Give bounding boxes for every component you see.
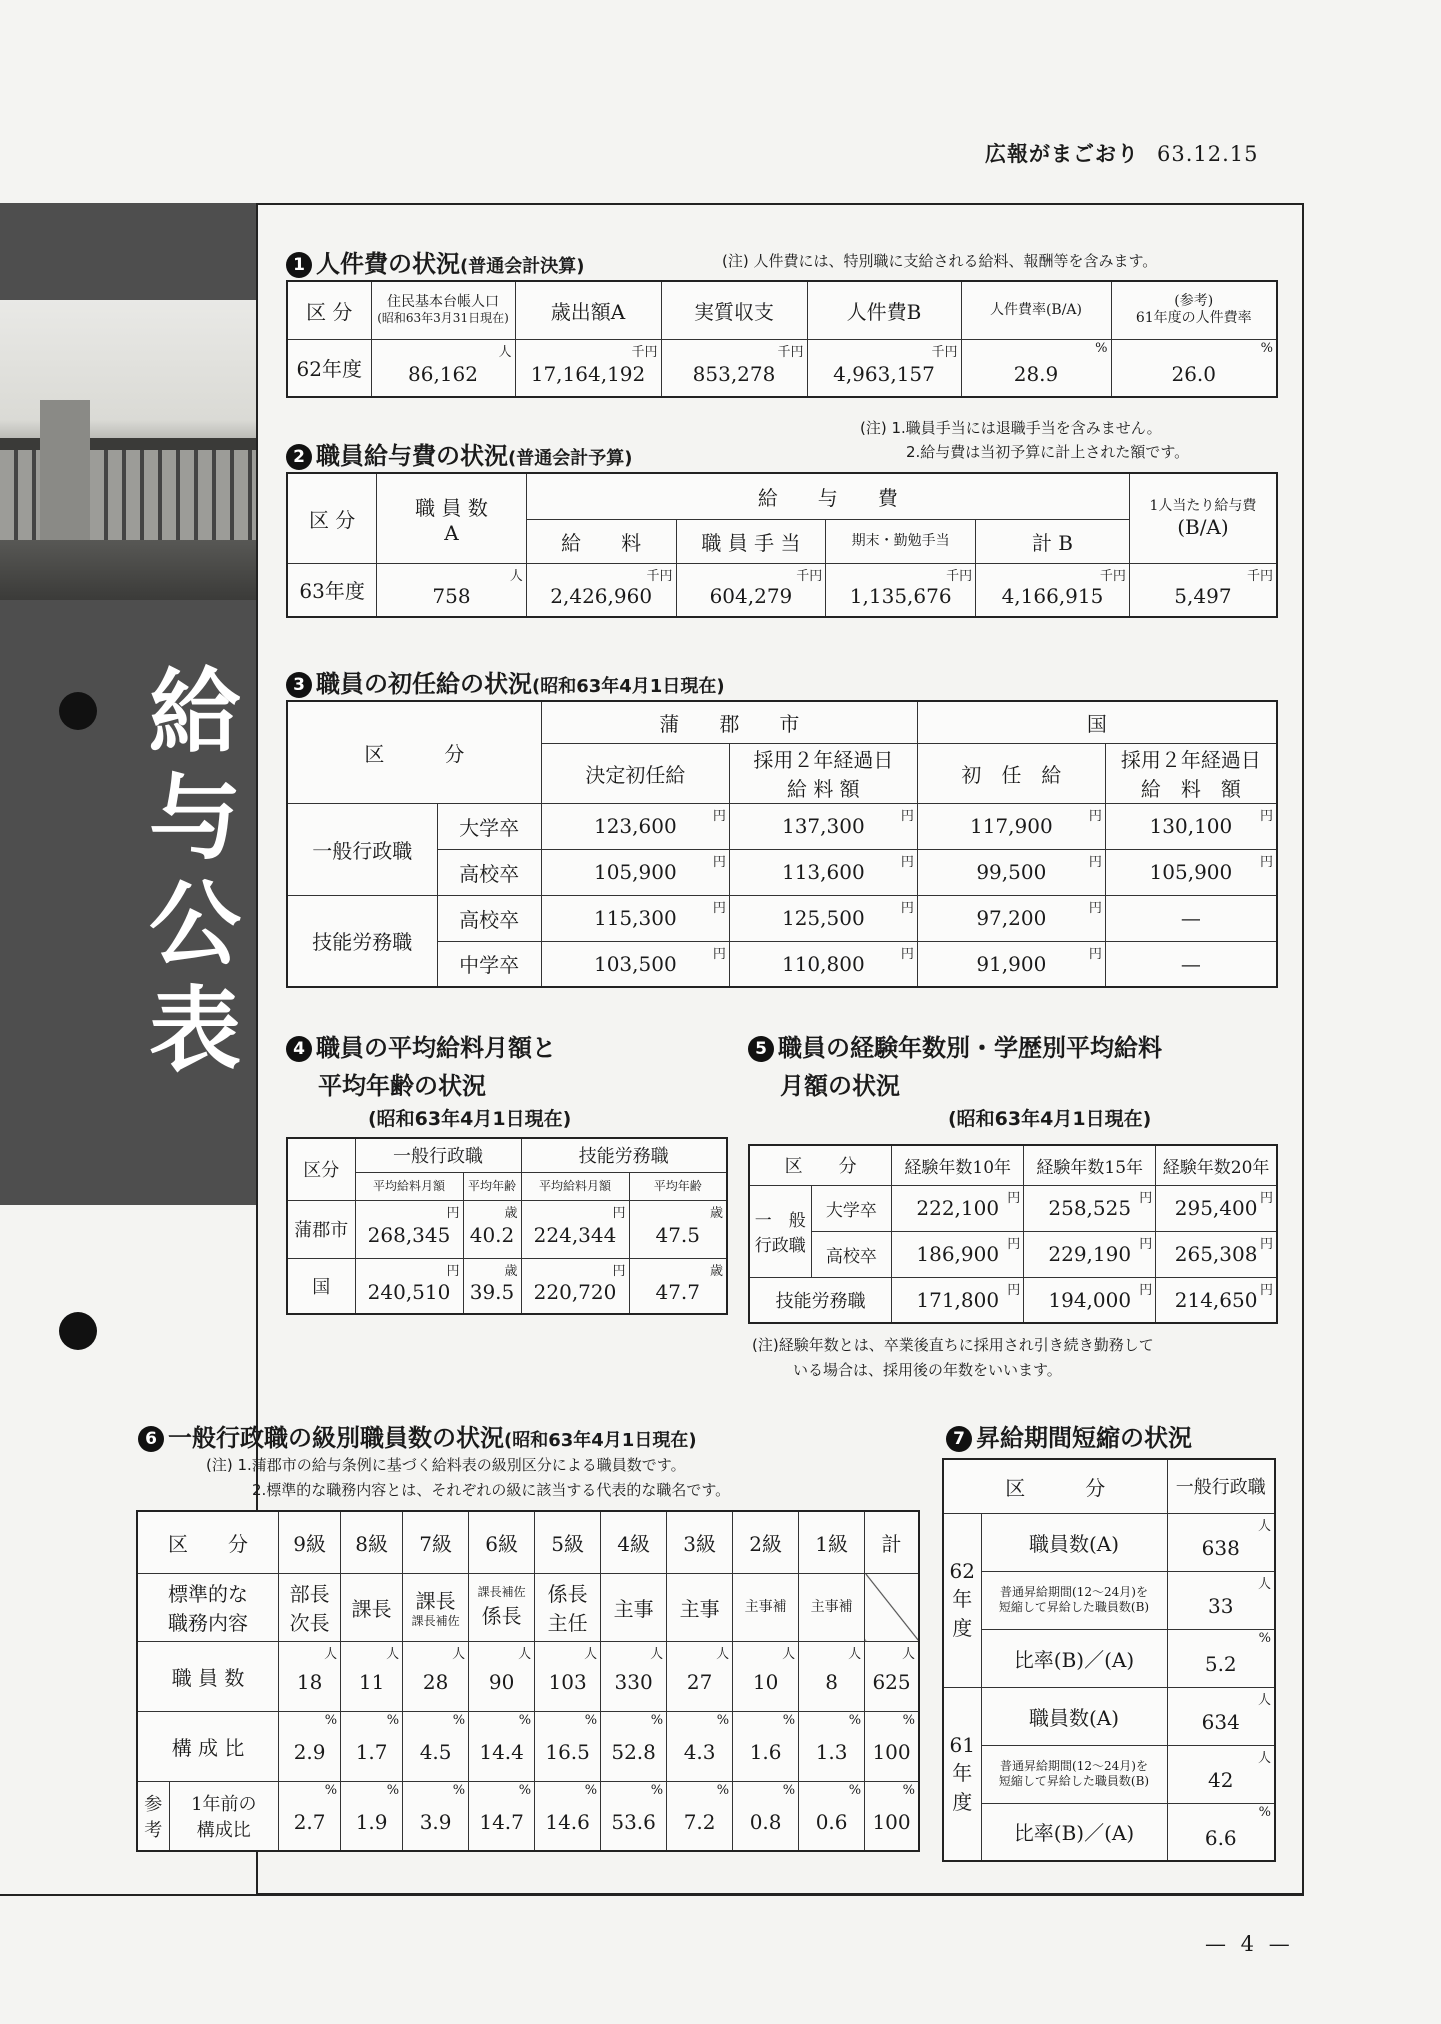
publication-name: 広報がまごおり — [985, 142, 1139, 166]
table-row: 職 員 数 人 18 人 11 人 28 人 90 人 103 人 330 人 27 人 10 人 8 人 625 — [137, 1641, 919, 1711]
table-row: 構 成 比 % 2.9 % 1.7 % 4.5 % 14.4 % 16.5 % 52.8 % 4.3 % 1.6 % 1.3 % 100 — [137, 1711, 919, 1781]
section-4-title-line2: 平均年齢の状況 — [318, 1072, 486, 1100]
table-row: 62 年 度 職員数(A) 人 638 — [943, 1513, 1275, 1571]
section-5-title-line2: 月額の状況 — [780, 1072, 900, 1100]
table-row: 蒲郡市 円 268,345 歳 40.2 円 224,344 歳 47.5 — [287, 1200, 727, 1258]
table-row: 63年度 人 758 千円 2,426,960 千円 604,279 千円 1,135,676 千円 4,166,915 千円 5,497 — [287, 563, 1277, 617]
page-header — [985, 138, 1259, 168]
table-row: 技能労務職 高校卒 円 115,300 円 125,500 円 97,200 — — [287, 895, 1277, 941]
section-2-note: (注) 1.職員手当には退職手当を含みません。 — [860, 419, 1162, 437]
table-row: 61 年 度 職員数(A) 人 634 — [943, 1687, 1275, 1745]
grade-staff-table: 区 分 9級 8級 7級 6級 5級 4級 3級 2級 1級 計 標準的な 職務内容 部長 次長 課長 課長 課長補佐 課長補佐 係長 係長 主任 主事 主事 主事補 主事補 職 員 数 人 18 人 11 人 28 人 90 人 103 人 330 人 27 人 10 人 8 人 625 構 成 比 % 2.9 % 1.7 % 4.5 % 14.4 % 16.5 % 52.8 % 4.3 % 1.6 % 1.3 % 100 参 考 1年前の 構成比 % 2.7 % 1.9 % 3.9 % 14.7 % 14.6 % 53.6 % 7.2 % 0.8 % 0.6 % 100 — [136, 1510, 920, 1852]
table-row: 普通昇給期間(12〜24月)を 短縮して昇給した職員数(B) 人 33 — [943, 1571, 1275, 1629]
table-row: 技能労務職 円 171,800 円 194,000 円 214,650 — [749, 1277, 1277, 1323]
bottom-rule — [0, 1894, 1304, 1896]
section-5-note: (注)経験年数とは、卒業後直ちに採用され引き続き勤務して — [752, 1336, 1154, 1354]
section-1-note: (注) 人件費には、特別職に支給される給料、報酬等を含みます。 — [722, 252, 1158, 270]
table-row: 高校卒 円 186,900 円 229,190 円 265,308 — [749, 1231, 1277, 1277]
section-5-title: 5 職員の経験年数別・学歴別平均給料 — [748, 1028, 1162, 1063]
section-4-title: 4 職員の平均給料月額と — [286, 1028, 556, 1063]
diagonal-cell — [865, 1573, 919, 1641]
table-row: 比率(B)／(A) % 6.6 — [943, 1803, 1275, 1861]
table-row: 国 円 240,510 歳 39.5 円 220,720 歳 47.7 — [287, 1258, 727, 1314]
personnel-cost-table: 区 分 住民基本台帳人口 (昭和63年3月31日現在) 歳出額A 実質収支 人件費B 人件費率(B/A) (参考) 61年度の人件費率 62年度 人 86,162 千円 17,164,192 千円 853,278 千円 4,963,157 % 28.9 % 26.0 — [286, 280, 1278, 398]
section-6-title: 6 一般行政職の級別職員数の状況(昭和63年4月1日現在) — [138, 1418, 697, 1453]
experience-salary-table: 区 分 経験年数10年 経験年数15年 経験年数20年 一 般 行政職 大学卒 円 222,100 円 258,525 円 295,400 高校卒 円 186,900 円 229,190 円 265,308 技能労務職 円 171,800 円 194,000 円 214,650 — [748, 1144, 1278, 1324]
section-6-note: 2.標準的な職務内容とは、それぞれの級に該当する代表的な職名です。 — [252, 1481, 731, 1499]
section-1-title: 1 人件費の状況(普通会計決算) — [286, 244, 584, 279]
table-row: 一般行政職 大学卒 円 123,600 円 137,300 円 117,900 円 130,100 — [287, 803, 1277, 849]
section-5-date: (昭和63年4月1日現在) — [948, 1108, 1152, 1130]
section-7-title: 7 昇給期間短縮の状況 — [946, 1418, 1192, 1453]
section-5-note: いる場合は、採用後の年数をいいます。 — [793, 1361, 1062, 1379]
table-row: 普通昇給期間(12〜24月)を 短縮して昇給した職員数(B) 人 42 — [943, 1745, 1275, 1803]
city-hall-photo — [0, 300, 256, 600]
promotion-shortening-table: 区 分 一般行政職 62 年 度 職員数(A) 人 638 普通昇給期間(12〜24月)を 短縮して昇給した職員数(B) 人 33 比率(B)／(A) % 5.2 61 年 度 職員数(A) 人 634 普通昇給期間(12〜24月)を 短縮して昇給した職員数(B) 人 42 比率(B)／(A) % 6.6 — [942, 1458, 1276, 1862]
table-row: 中学卒 円 103,500 円 110,800 円 91,900 — — [287, 941, 1277, 987]
binder-hole-icon — [59, 692, 97, 730]
average-salary-table: 区分 一般行政職 技能労務職 平均給料月額 平均年齢 平均給料月額 平均年齢 蒲郡市 円 268,345 歳 40.2 円 224,344 歳 47.5 国 円 240,510 歳 39.5 円 220,720 歳 47.7 — [286, 1137, 728, 1315]
section-2-note: 2.給与費は当初予算に計上された額です。 — [906, 443, 1190, 461]
page-title: 給 与 公 表 — [148, 659, 241, 1084]
salary-expense-table: 区 分 職 員 数 A 給 与 費 1人当たり給与費 (B/A) 給 料 職 員 手 当 期末・勤勉手当 計 B 63年度 人 758 千円 2,426,960 千円 604,279 千円 1,135,676 千円 4,166,915 千円 5,497 — [286, 472, 1278, 618]
page-number: — 4 — — [1205, 1932, 1294, 1956]
section-3-title: 3 職員の初任給の状況(昭和63年4月1日現在) — [286, 664, 725, 699]
section-2-title: 2 職員給与費の状況(普通会計予算) — [286, 436, 632, 471]
table-row: 高校卒 円 105,900 円 113,600 円 99,500 円 105,900 — [287, 849, 1277, 895]
section-4-date: (昭和63年4月1日現在) — [368, 1108, 572, 1130]
starting-salary-table: 区 分 蒲 郡 市 国 決定初任給 採用２年経過日 給 料 額 初 任 給 採用２年経過日 給 料 額 一般行政職 大学卒 円 123,600 円 137,300 円 117,900 円 130,100 高校卒 円 105,900 円 113,600 円 99,500 円 105,900 技能労務職 高校卒 円 115,300 円 125,500 円 97,200 — 中学卒 円 103,500 円 110,800 円 91,900 — — [286, 700, 1278, 988]
section-6-note: (注) 1.蒲郡市の給与条例に基づく給料表の級別区分による職員数です。 — [206, 1456, 686, 1474]
issue-date: 63.12.15 — [1157, 142, 1259, 166]
table-row: 参 考 1年前の 構成比 % 2.7 % 1.9 % 3.9 % 14.7 % 14.6 % 53.6 % 7.2 % 0.8 % 0.6 % 100 — [137, 1781, 919, 1851]
table-row: 比率(B)／(A) % 5.2 — [943, 1629, 1275, 1687]
table-row: 62年度 人 86,162 千円 17,164,192 千円 853,278 千円 4,963,157 % 28.9 % 26.0 — [287, 339, 1277, 397]
table-row: 一 般 行政職 大学卒 円 222,100 円 258,525 円 295,400 — [749, 1185, 1277, 1231]
binder-hole-icon — [59, 1312, 97, 1350]
